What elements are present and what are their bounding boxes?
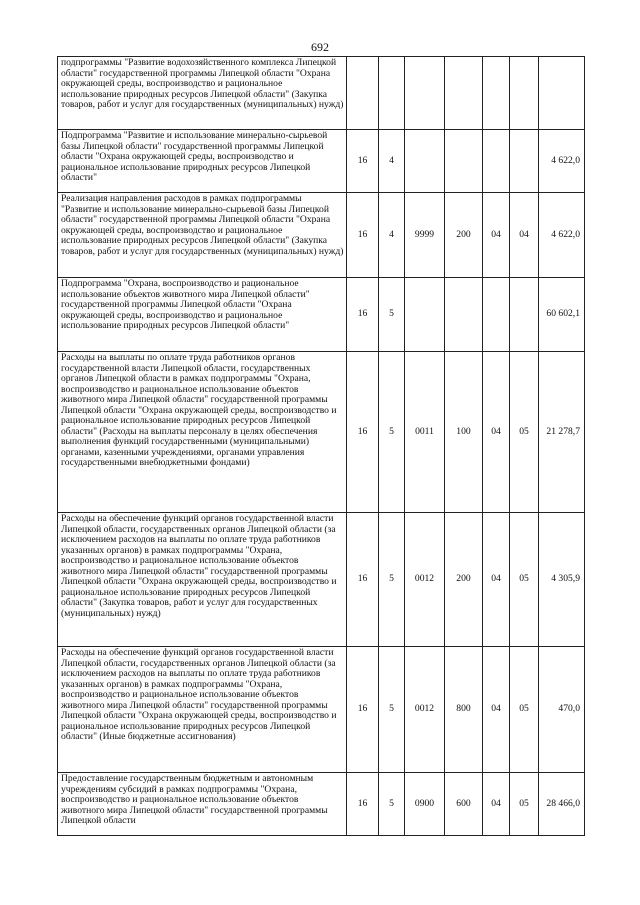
cell-razdel-code: 4: [379, 193, 405, 278]
cell-tsel: [405, 278, 445, 352]
cell-razdel: 04: [483, 352, 510, 513]
cell-glava: 16: [347, 130, 379, 193]
budget-table: [57, 56, 585, 836]
cell-vid: 100: [445, 352, 483, 513]
cell-razdel-code: 5: [379, 352, 405, 513]
cell-razdel: [483, 130, 510, 193]
cell-podrazdel: [510, 130, 539, 193]
table-row: [58, 647, 585, 773]
cell-razdel: 04: [483, 647, 510, 773]
cell-amount: 21 278,7: [539, 352, 585, 513]
cell-glava: 16: [347, 193, 379, 278]
cell-vid: [445, 278, 483, 352]
cell-tsel: 0012: [405, 647, 445, 773]
cell-podrazdel: 05: [510, 773, 539, 836]
cell-vid: 200: [445, 513, 483, 647]
table-row: [58, 193, 585, 278]
table-row: [58, 773, 585, 836]
cell-podrazdel: [510, 278, 539, 352]
cell-tsel: 0012: [405, 513, 445, 647]
row-description: Подпрограмма "Развитие и использование минерально-сырьевой базы Липецкой области" государственной программы Липецкой области "Охрана окружающей среды, воспроизводство и рациональное использование природных ресурсов Липецкой области": [58, 130, 347, 193]
cell-tsel: 0900: [405, 773, 445, 836]
cell-vid: 600: [445, 773, 483, 836]
table-row: [58, 513, 585, 647]
cell-amount: [539, 57, 585, 130]
cell-amount: 470,0: [539, 647, 585, 773]
cell-glava: 16: [347, 352, 379, 513]
cell-glava: 16: [347, 773, 379, 836]
table-row: [58, 57, 585, 130]
cell-glava: 16: [347, 647, 379, 773]
cell-razdel: 04: [483, 193, 510, 278]
cell-razdel-code: 5: [379, 647, 405, 773]
cell-razdel-code: 5: [379, 773, 405, 836]
cell-amount: 4 622,0: [539, 130, 585, 193]
cell-vid: [445, 57, 483, 130]
cell-razdel: 04: [483, 513, 510, 647]
cell-glava: 16: [347, 513, 379, 647]
cell-tsel: 0011: [405, 352, 445, 513]
cell-amount: 4 622,0: [539, 193, 585, 278]
cell-glava: 16: [347, 278, 379, 352]
cell-podrazdel: [510, 57, 539, 130]
cell-razdel-code: 5: [379, 513, 405, 647]
cell-razdel: [483, 57, 510, 130]
cell-amount: 4 305,9: [539, 513, 585, 647]
cell-razdel-code: [379, 57, 405, 130]
cell-tsel: [405, 130, 445, 193]
cell-tsel: [405, 57, 445, 130]
row-description: Расходы на обеспечение функций органов государственной власти Липецкой области, государственных органов Липецкой области (за исключением расходов на выплаты по оплате труда работников указанных органов) в рамках подпрограммы "Охрана, воспроизводство и рациональное использование объектов животного мира Липецкой области" государственной программы Липецкой области "Охрана окружающей среды, воспроизводство и рациональное использование природных ресурсов Липецкой области" (Иные бюджетные ассигнования): [58, 647, 347, 773]
cell-podrazdel: 05: [510, 513, 539, 647]
table-row: [58, 352, 585, 513]
row-description: Подпрограмма "Охрана, воспроизводство и рациональное использование объектов животного мира Липецкой области" государственной программы Липецкой области "Охрана окружающей среды, воспроизводство и рациональное использование природных ресурсов Липецкой области": [58, 278, 347, 352]
cell-razdel: 04: [483, 773, 510, 836]
cell-vid: [445, 130, 483, 193]
row-description: подпрограммы "Развитие водохозяйственного комплекса Липецкой области" государственной программы Липецкой области "Охрана окружающей среды, воспроизводство и рациональное использование природных ресурсов Липецкой области" (Закупка товаров, работ и услуг для государственных (муниципальных) нужд): [58, 57, 347, 130]
cell-amount: 28 466,0: [539, 773, 585, 836]
cell-podrazdel: 05: [510, 352, 539, 513]
table-row: [58, 130, 585, 193]
cell-razdel: [483, 278, 510, 352]
table-row: [58, 278, 585, 352]
cell-podrazdel: 04: [510, 193, 539, 278]
row-description: Расходы на выплаты по оплате труда работников органов государственной власти Липецкой области, государственных органов Липецкой области в рамках подпрограммы "Охрана, воспроизводство и рациональное использование объектов животного мира Липецкой области" государственной программы Липецкой области "Охрана окружающей среды, воспроизводство и рациональное использование природных ресурсов Липецкой области" (Расходы на выплаты персоналу в целях обеспечения выполнения функций государственными (муниципальными) органами, казенными учреждениями, органами управления государственными внебюджетными фондами): [58, 352, 347, 513]
cell-podrazdel: 05: [510, 647, 539, 773]
row-description: Расходы на обеспечение функций органов государственной власти Липецкой области, государственных органов Липецкой области (за исключением расходов на выплаты по оплате труда работников указанных органов) в рамках подпрограммы "Охрана, воспроизводство и рациональное использование объектов животного мира Липецкой области" государственной программы Липецкой области "Охрана окружающей среды, воспроизводство и рациональное использование природных ресурсов Липецкой области" (Закупка товаров, работ и услуг для государственных (муниципальных) нужд): [58, 513, 347, 647]
cell-amount: 60 602,1: [539, 278, 585, 352]
cell-razdel-code: 5: [379, 278, 405, 352]
cell-razdel-code: 4: [379, 130, 405, 193]
cell-vid: 200: [445, 193, 483, 278]
page-number: 692: [311, 40, 329, 54]
cell-tsel: 9999: [405, 193, 445, 278]
cell-vid: 800: [445, 647, 483, 773]
row-description: Предоставление государственным бюджетным и автономным учреждениям субсидий в рамках подпрограммы "Охрана, воспроизводство и рациональное использование объектов животного мира Липецкой области" государственной программы Липецкой области: [58, 773, 347, 836]
cell-glava: [347, 57, 379, 130]
row-description: Реализация направления расходов в рамках подпрограммы "Развитие и использование минерально-сырьевой базы Липецкой области" государственной программы Липецкой области "Охрана окружающей среды, воспроизводство и рациональное использование природных ресурсов Липецкой области" (Закупка товаров, работ и услуг для государственных (муниципальных) нужд): [58, 193, 347, 278]
